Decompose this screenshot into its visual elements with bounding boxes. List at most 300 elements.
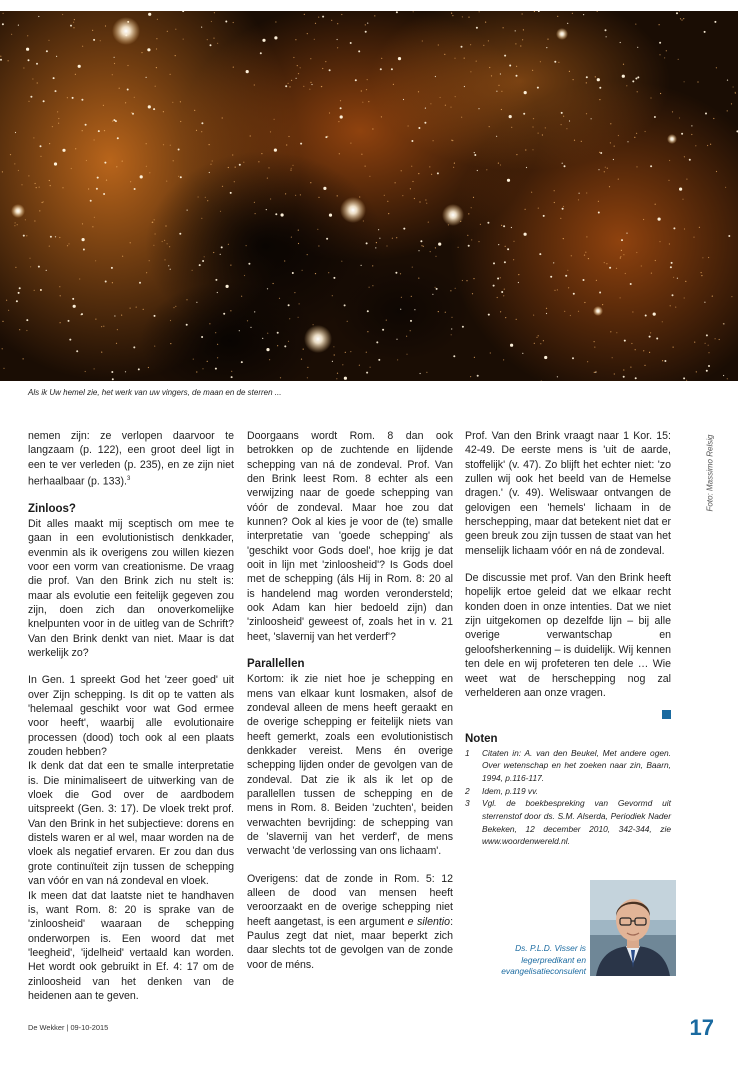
starfield-photo <box>0 11 738 381</box>
star <box>538 133 539 134</box>
star <box>112 74 113 75</box>
star <box>175 55 176 56</box>
star <box>332 361 333 362</box>
paragraph: Prof. Van den Brink vraagt naar 1 Kor. 15: 42-49. De eerste mens is 'uit de aarde, stoffelijk' (v. 47). Zo blijft het echter niet: 'zo zullen wij ook het beeld van de Hemelse dragen.' (v. 49). Weliswaar ontvangen de gelovigen een 'hemels' lichaam in de herschepping, maar dat betekent niet dat er geen breuk zou zijn tussen de staat van het menselijk lichaam vóór en ná de zondeval. <box>465 430 671 557</box>
star <box>223 313 225 315</box>
star <box>310 82 311 83</box>
star <box>662 321 663 322</box>
star <box>701 272 702 273</box>
star <box>82 223 83 224</box>
star <box>226 285 229 288</box>
star <box>503 359 504 360</box>
star <box>217 344 218 345</box>
star <box>643 219 644 220</box>
star <box>270 131 271 132</box>
star <box>60 295 61 296</box>
star <box>396 339 397 340</box>
star <box>630 283 632 285</box>
star <box>637 47 638 48</box>
paragraph: Dit alles maakt mij sceptisch om mee te gaan in een evolutionistisch denkkader, evenmin als ik overigens zou willen kiezen voor een vorm van creationisme. De vraag die prof. Van den Brink zich nu stelt is: maar als evolutie een feitelijk gegeven zou zijn, doen zich dan onoverkomelijke knelpunten voor in de uitleg van de Schrift? Van den Brink denkt van niet. Maar is dat werkelijk zo? <box>28 517 234 659</box>
star <box>302 270 303 271</box>
star <box>196 371 197 372</box>
star <box>474 152 475 153</box>
star <box>411 296 412 297</box>
star <box>636 166 637 167</box>
star <box>650 97 651 98</box>
star <box>376 242 377 243</box>
star <box>170 320 171 321</box>
star <box>363 220 364 221</box>
star <box>298 317 299 318</box>
star <box>525 149 526 150</box>
star <box>277 345 278 346</box>
star <box>130 308 131 309</box>
star <box>480 224 481 225</box>
star <box>88 188 89 189</box>
author-portrait <box>590 880 676 976</box>
star <box>215 279 217 281</box>
star <box>713 118 714 119</box>
star <box>386 320 387 321</box>
star <box>15 132 16 133</box>
star <box>614 373 615 374</box>
star <box>168 265 169 266</box>
star <box>605 167 606 168</box>
star <box>673 347 674 348</box>
star <box>388 213 389 214</box>
star <box>365 166 366 167</box>
star <box>610 142 611 143</box>
star <box>432 294 433 295</box>
star <box>458 247 459 248</box>
star <box>292 165 293 166</box>
star <box>318 17 319 18</box>
star <box>606 36 607 37</box>
star <box>545 127 546 128</box>
star <box>201 218 202 219</box>
star <box>630 367 631 368</box>
star <box>310 182 311 183</box>
star <box>281 213 284 216</box>
star <box>154 219 155 220</box>
star <box>466 280 467 281</box>
star <box>384 195 385 196</box>
star <box>201 27 202 28</box>
star <box>604 171 605 172</box>
star <box>503 225 505 227</box>
star <box>392 238 393 239</box>
star <box>81 314 82 315</box>
paragraph <box>28 429 234 489</box>
star <box>290 170 291 171</box>
star <box>156 48 157 49</box>
star <box>553 262 554 263</box>
star <box>178 149 180 151</box>
star <box>291 237 292 238</box>
star <box>564 311 565 312</box>
star <box>716 67 717 68</box>
star <box>428 222 429 223</box>
star <box>267 288 268 289</box>
star <box>230 192 232 194</box>
star <box>25 219 26 220</box>
star <box>518 274 519 275</box>
star <box>523 29 524 30</box>
star <box>68 243 69 244</box>
star <box>676 12 678 14</box>
star <box>568 287 569 288</box>
star <box>121 315 122 316</box>
star <box>246 70 249 73</box>
star <box>632 80 634 82</box>
star <box>38 266 40 268</box>
star <box>705 113 707 115</box>
star <box>244 275 245 276</box>
star <box>393 84 394 85</box>
star <box>509 115 512 118</box>
star <box>55 236 56 237</box>
star <box>175 29 176 30</box>
star <box>561 124 562 125</box>
star <box>336 378 337 379</box>
star <box>234 181 235 182</box>
star <box>103 326 104 327</box>
column-3 <box>465 429 671 848</box>
star <box>683 18 684 19</box>
star <box>708 365 710 367</box>
star <box>85 371 86 372</box>
star <box>573 293 575 295</box>
star <box>438 243 441 246</box>
star <box>82 130 83 131</box>
star <box>329 214 332 217</box>
star <box>631 343 632 344</box>
star <box>28 101 29 102</box>
star <box>451 140 452 141</box>
star <box>122 161 123 162</box>
star <box>289 86 290 87</box>
star <box>78 65 81 68</box>
star <box>424 122 426 124</box>
star <box>659 42 661 44</box>
star <box>599 87 601 89</box>
star <box>146 272 147 273</box>
star <box>655 260 656 261</box>
star <box>230 310 231 311</box>
star <box>524 91 527 94</box>
star <box>207 39 208 40</box>
star <box>192 270 193 271</box>
star <box>436 288 438 290</box>
star <box>430 251 431 252</box>
star <box>538 208 539 209</box>
star <box>689 159 691 161</box>
star <box>554 290 555 291</box>
star <box>358 50 360 52</box>
star <box>470 44 471 45</box>
star <box>69 339 71 341</box>
star <box>651 273 652 274</box>
star <box>660 93 661 94</box>
star <box>50 236 52 238</box>
star <box>16 300 18 302</box>
star <box>228 167 229 168</box>
star <box>635 377 637 379</box>
star <box>0 56 1 57</box>
star <box>435 247 436 248</box>
star <box>594 341 595 342</box>
star <box>367 23 368 24</box>
star <box>659 241 660 242</box>
star <box>217 292 218 293</box>
star <box>451 334 452 335</box>
star <box>489 67 490 68</box>
star <box>644 365 645 366</box>
star <box>250 327 251 328</box>
star <box>232 154 233 155</box>
star <box>101 326 102 327</box>
star <box>472 293 473 294</box>
star <box>489 126 490 127</box>
star <box>26 319 28 321</box>
star <box>382 329 384 331</box>
star <box>10 154 11 155</box>
star <box>183 39 184 40</box>
star <box>636 252 637 253</box>
star <box>6 300 7 301</box>
star <box>28 59 30 61</box>
star <box>513 259 514 260</box>
star <box>46 270 47 271</box>
star <box>18 292 20 294</box>
star <box>255 213 256 214</box>
star <box>28 175 29 176</box>
star <box>35 183 36 184</box>
star <box>143 309 144 310</box>
star <box>361 265 362 266</box>
star <box>662 360 663 361</box>
star <box>337 373 338 374</box>
star <box>563 206 564 207</box>
star <box>172 102 173 103</box>
star <box>675 307 676 308</box>
star <box>658 218 661 221</box>
star <box>148 105 151 108</box>
star <box>156 38 157 39</box>
star <box>490 352 491 353</box>
star <box>217 43 218 44</box>
star <box>38 16 39 17</box>
star <box>414 309 415 310</box>
star <box>40 156 41 157</box>
star <box>166 181 167 182</box>
notes-list <box>465 747 671 849</box>
star <box>650 332 651 333</box>
star <box>525 209 526 210</box>
star <box>376 341 378 343</box>
star <box>362 102 363 103</box>
paragraph-text: nemen zijn: ze verlopen daarvoor te langzaam (p. 122), een groot deel ligt in een te ver verleden (p. 235), en ze zijn niet herhaalbaar (p. 133). <box>28 430 234 488</box>
star <box>526 167 527 168</box>
star <box>222 186 223 187</box>
star <box>511 127 512 128</box>
star <box>620 257 621 258</box>
star <box>500 277 501 278</box>
star <box>500 73 501 74</box>
star <box>14 163 15 164</box>
star <box>170 269 171 270</box>
star <box>641 265 642 266</box>
star <box>578 199 579 200</box>
star <box>59 286 60 287</box>
star <box>3 13 4 14</box>
star <box>664 360 666 362</box>
star <box>426 203 427 204</box>
star <box>411 166 412 167</box>
star <box>728 235 730 237</box>
star <box>100 40 101 41</box>
star <box>435 287 436 288</box>
star <box>186 299 187 300</box>
star <box>155 86 156 87</box>
star <box>131 112 132 113</box>
star <box>274 119 275 120</box>
star <box>621 250 622 251</box>
star <box>86 160 87 161</box>
star <box>60 322 61 323</box>
star <box>105 25 106 26</box>
star <box>258 161 259 162</box>
star <box>621 239 623 241</box>
star <box>199 264 201 266</box>
star <box>578 311 579 312</box>
star <box>625 273 626 274</box>
star <box>209 144 210 145</box>
star <box>307 254 308 255</box>
star <box>423 246 424 247</box>
star <box>23 67 24 68</box>
star <box>505 317 506 318</box>
star <box>261 153 262 154</box>
star <box>723 323 724 324</box>
star <box>493 262 495 264</box>
star <box>114 315 115 316</box>
star <box>58 118 59 119</box>
star <box>419 201 420 202</box>
star <box>365 24 366 25</box>
star <box>19 287 21 289</box>
star <box>476 27 478 29</box>
star <box>567 23 568 24</box>
star <box>473 197 474 198</box>
star <box>48 40 49 41</box>
star <box>566 128 567 129</box>
star <box>173 160 174 161</box>
star <box>503 295 504 296</box>
star <box>164 259 165 260</box>
star <box>163 144 164 145</box>
star <box>586 82 587 83</box>
star <box>420 240 422 242</box>
star <box>56 56 57 57</box>
star <box>695 145 696 146</box>
star <box>565 275 567 277</box>
star <box>146 166 147 167</box>
star <box>587 361 588 362</box>
star <box>420 373 421 374</box>
star <box>104 130 105 131</box>
note-number: 2 <box>465 785 470 796</box>
star <box>339 153 340 154</box>
star <box>92 30 93 31</box>
star <box>554 61 556 63</box>
star <box>359 365 360 366</box>
star <box>558 62 559 63</box>
star <box>462 280 463 281</box>
star <box>138 368 140 370</box>
star <box>471 239 472 240</box>
star <box>104 162 106 164</box>
star <box>95 319 96 320</box>
star <box>372 265 373 266</box>
starfield-image <box>0 11 738 381</box>
bright-star <box>304 325 332 353</box>
star <box>609 267 611 269</box>
star <box>154 315 156 317</box>
star <box>422 40 423 41</box>
star <box>147 48 150 51</box>
star <box>321 86 322 87</box>
star <box>694 342 695 343</box>
star <box>707 145 708 146</box>
star <box>341 14 342 15</box>
star <box>504 289 505 290</box>
star <box>369 176 370 177</box>
star <box>345 352 346 353</box>
star <box>497 297 498 298</box>
star <box>626 233 627 234</box>
star <box>213 252 214 253</box>
star <box>32 78 33 79</box>
star <box>310 58 311 59</box>
star <box>486 169 487 170</box>
bright-star <box>11 204 25 218</box>
star <box>2 171 3 172</box>
star <box>618 179 619 180</box>
star <box>293 57 294 58</box>
star <box>355 79 357 81</box>
notes-heading: Noten <box>465 732 498 745</box>
star <box>504 261 506 263</box>
star <box>378 229 379 230</box>
star <box>103 193 105 195</box>
star <box>474 357 475 358</box>
star <box>673 277 674 278</box>
star <box>435 256 436 257</box>
star <box>29 258 30 259</box>
star <box>450 107 451 108</box>
star <box>706 334 708 336</box>
star <box>507 248 509 250</box>
star <box>49 143 50 144</box>
star <box>231 371 232 372</box>
star <box>241 296 242 297</box>
star <box>114 63 115 64</box>
star <box>684 228 685 229</box>
star <box>83 249 85 251</box>
star <box>476 61 477 62</box>
star <box>337 47 338 48</box>
